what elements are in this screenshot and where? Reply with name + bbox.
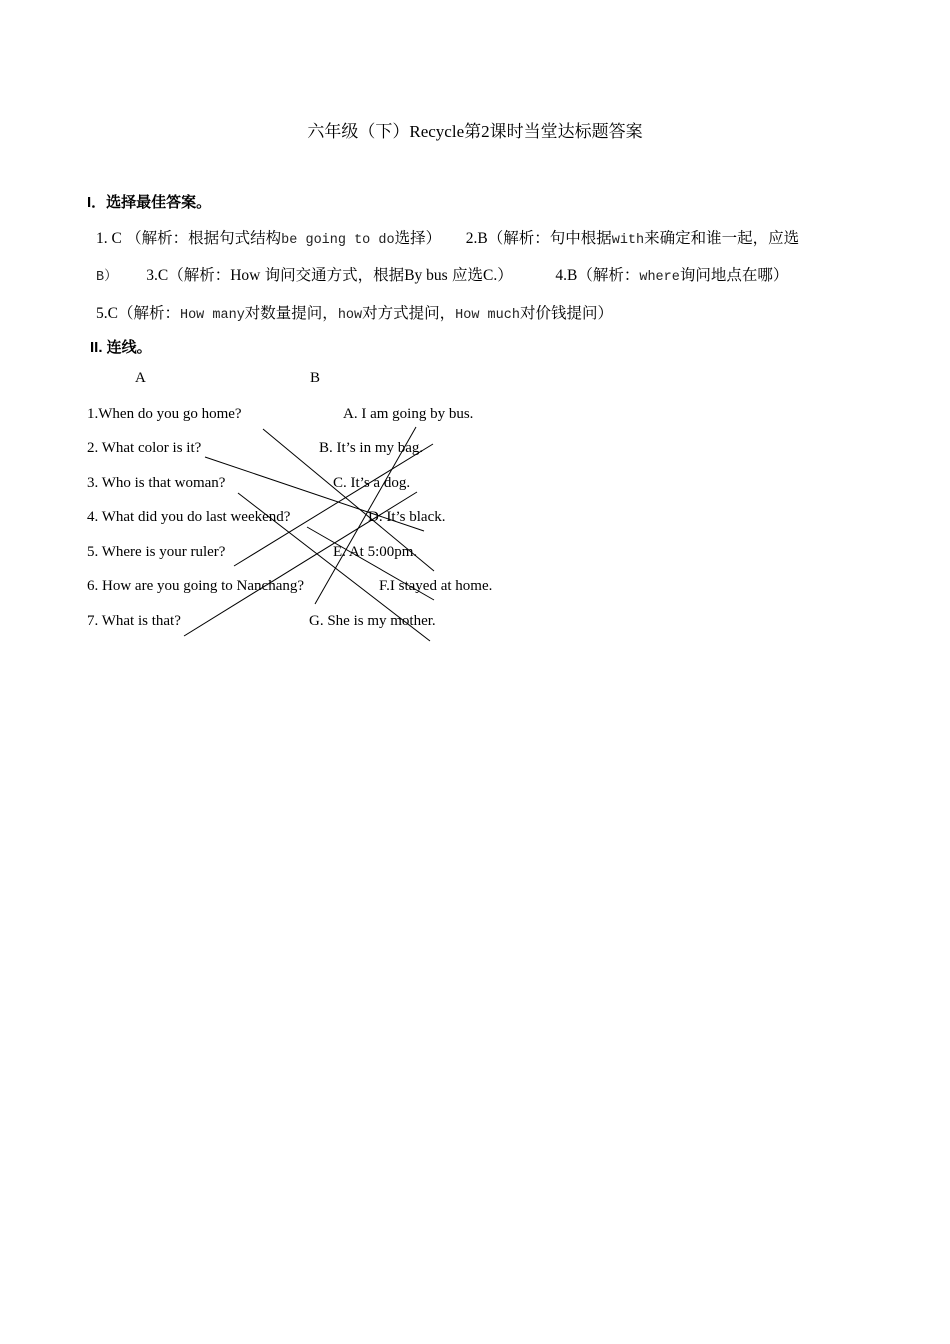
answer-1-number: 1. C — [96, 230, 122, 247]
answer-2-code: with — [611, 233, 645, 248]
option-item: B. It’s in my bag. — [319, 440, 424, 456]
answer-2-prefix: （解析：句中根据 — [487, 230, 612, 247]
answer-5-code-1: How many — [179, 308, 245, 323]
answer-3-en-1: How — [230, 267, 261, 284]
answer-5-number: 5.C — [96, 305, 118, 322]
answer-5-code-3: How much — [455, 308, 520, 323]
answer-1-prefix: （解析：根据句式结构 — [126, 230, 282, 247]
answer-3-middle: 询问交通方式，根据 — [264, 267, 405, 284]
answer-4-suffix: 询问地点在哪） — [679, 267, 789, 284]
option-item: A. I am going by bus. — [343, 406, 474, 422]
question-item: 3. Who is that woman? — [87, 475, 226, 491]
answer-5-text-2: 对方式提问， — [362, 305, 456, 322]
answer-line-3 — [96, 301, 613, 323]
answer-line-1 — [96, 226, 799, 248]
question-item: 5. Where is your ruler? — [87, 544, 226, 560]
answer-4-number: 4.B — [555, 267, 578, 284]
page-title: 六年级（下）Recycle第2课时当堂达标题答案 — [307, 122, 643, 141]
column-b-header: B — [310, 370, 321, 386]
question-item: 7. What is that? — [87, 613, 181, 629]
answer-4-code: where — [639, 270, 680, 285]
answer-5-code-2: how — [337, 308, 363, 323]
answer-5-text-3: 对价钱提问） — [519, 305, 613, 322]
option-item: D. It’s black. — [368, 509, 446, 525]
question-item: 1.When do you go home? — [87, 406, 242, 422]
answer-3-number: 3.C — [146, 267, 169, 284]
answer-1-code: be going to do — [281, 233, 395, 248]
answer-2-continued: B） — [96, 270, 118, 285]
answer-1-suffix: 选择） — [394, 230, 442, 247]
answer-4-prefix: （解析： — [577, 267, 640, 284]
option-item: G. She is my mother. — [309, 613, 436, 629]
answer-5-prefix: （解析： — [117, 305, 180, 322]
answer-3-en-2: By bus — [404, 267, 448, 284]
column-a-header: A — [135, 370, 146, 386]
answer-3-suffix: ） — [497, 267, 513, 284]
question-item: 4. What did you do last weekend? — [87, 509, 291, 525]
option-item: F.I stayed at home. — [379, 578, 493, 594]
answer-3-prefix: （解析： — [168, 267, 231, 284]
option-item: C. It’s a dog. — [333, 475, 411, 491]
answer-2-number: 2.B — [465, 230, 488, 247]
option-item: E. At 5:00pm. — [333, 544, 418, 560]
answer-3-en-3: C. — [483, 267, 498, 284]
answer-2-suffix: 来确定和谁一起，应选 — [644, 230, 800, 247]
question-item: 6. How are you going to Nanchang? — [87, 578, 305, 594]
section-2-heading: II. 连线。 — [90, 339, 152, 356]
answer-3-middle-2: 应选 — [452, 267, 484, 284]
section-1-heading: I．选择最佳答案。 — [87, 194, 212, 211]
answer-5-text-1: 对数量提问， — [244, 305, 338, 322]
question-item: 2. What color is it? — [87, 440, 202, 456]
answer-line-2 — [96, 263, 788, 285]
